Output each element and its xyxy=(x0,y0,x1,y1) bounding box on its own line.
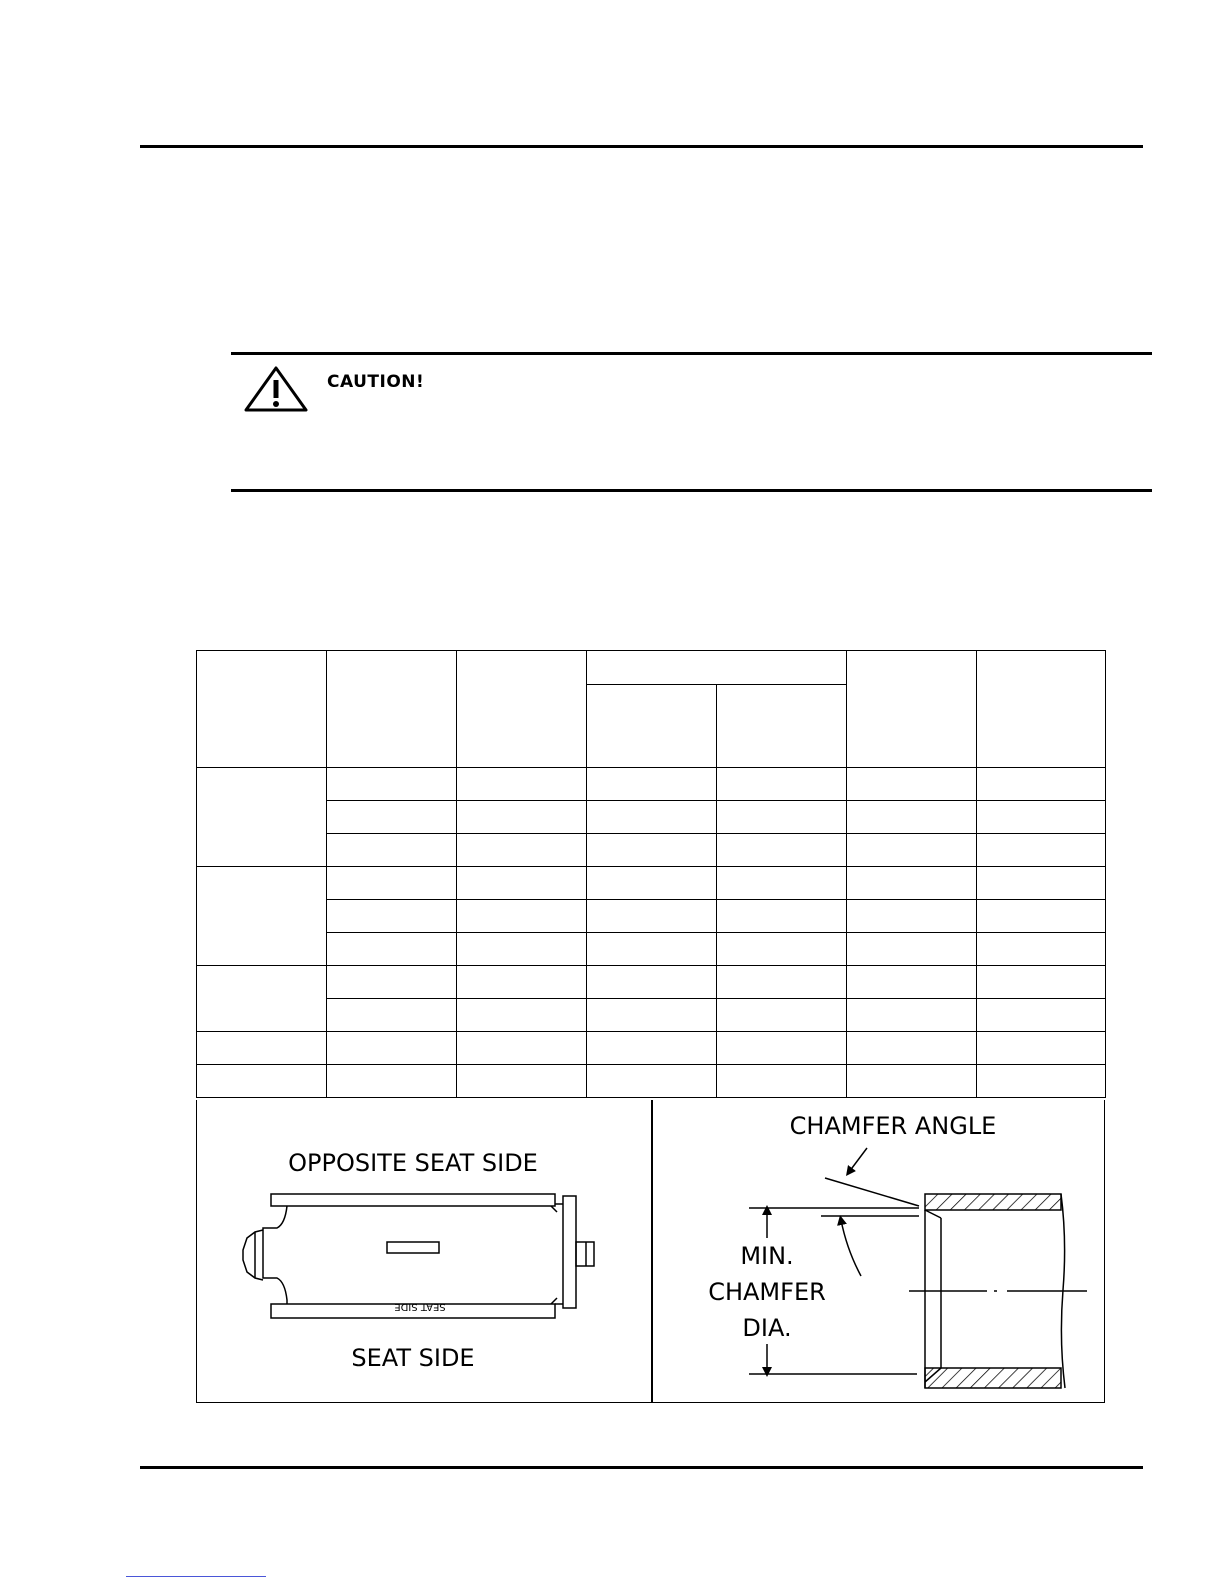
table-cell xyxy=(587,867,717,900)
header-rule xyxy=(140,145,1143,148)
table-cell xyxy=(977,867,1106,900)
table-cell xyxy=(587,1032,717,1065)
table-cell xyxy=(717,1032,847,1065)
table-cell xyxy=(717,933,847,966)
table-cell xyxy=(847,999,977,1032)
table-cell xyxy=(457,900,587,933)
table-cell xyxy=(327,834,457,867)
table-cell xyxy=(717,867,847,900)
table-cell xyxy=(327,933,457,966)
table-cell xyxy=(457,801,587,834)
table-row xyxy=(197,999,1106,1032)
table-cell xyxy=(587,999,717,1032)
chamfer-angle-label: CHAMFER ANGLE xyxy=(789,1112,997,1140)
table-header-cell xyxy=(327,651,457,768)
table-cell xyxy=(847,966,977,999)
table-cell xyxy=(847,801,977,834)
plug-body-outline xyxy=(243,1194,594,1318)
table-row xyxy=(197,966,1106,999)
table-row xyxy=(197,651,1106,685)
table-cell xyxy=(327,1065,457,1098)
table-cell xyxy=(847,933,977,966)
table-row xyxy=(197,900,1106,933)
min-chamfer-label-line2: CHAMFER xyxy=(708,1278,826,1306)
table-cell xyxy=(327,801,457,834)
table-row xyxy=(197,933,1106,966)
table-header-cell xyxy=(457,651,587,768)
table-cell xyxy=(587,834,717,867)
table-header-group-cell xyxy=(587,651,847,685)
table-cell xyxy=(327,867,457,900)
table-cell xyxy=(587,1065,717,1098)
table-group-cell xyxy=(197,768,327,867)
table-cell xyxy=(457,867,587,900)
opposite-seat-side-caption: OPPOSITE SEAT SIDE xyxy=(288,1149,538,1177)
table-subheader-cell xyxy=(587,685,717,768)
table-cell xyxy=(847,1065,977,1098)
table-cell xyxy=(587,801,717,834)
table-cell xyxy=(717,900,847,933)
table-cell xyxy=(977,900,1106,933)
table-cell xyxy=(717,768,847,801)
table-cell xyxy=(847,834,977,867)
figure-drawing xyxy=(197,1100,1106,1403)
spec-table xyxy=(196,650,1106,1098)
table-cell xyxy=(197,1032,327,1065)
seat-side-caption: SEAT SIDE xyxy=(351,1344,475,1372)
table-cell xyxy=(327,1032,457,1065)
caution-label: CAUTION! xyxy=(327,372,425,392)
table-cell xyxy=(457,933,587,966)
table-cell xyxy=(587,768,717,801)
table-cell xyxy=(977,1032,1106,1065)
chamfer-drawing xyxy=(749,1148,1087,1388)
table-row xyxy=(197,1032,1106,1065)
table-cell xyxy=(587,933,717,966)
table-cell xyxy=(717,999,847,1032)
table-subheader-cell xyxy=(717,685,847,768)
table-header-cell xyxy=(847,651,977,768)
table-row xyxy=(197,834,1106,867)
table-row xyxy=(197,768,1106,801)
seat-side-engraving: SEAT SIDE xyxy=(394,1301,446,1312)
warning-triangle-icon xyxy=(243,365,309,413)
footer-rule xyxy=(140,1466,1143,1469)
table-group-cell xyxy=(197,966,327,1032)
table-cell xyxy=(977,999,1106,1032)
table-cell xyxy=(327,900,457,933)
table-cell xyxy=(457,1032,587,1065)
table-cell xyxy=(847,768,977,801)
table-cell xyxy=(847,1032,977,1065)
table-cell xyxy=(847,867,977,900)
min-chamfer-label-line3: DIA. xyxy=(742,1314,792,1342)
caution-box xyxy=(231,352,1152,492)
figure-panel xyxy=(196,1100,1105,1403)
table-cell xyxy=(977,801,1106,834)
table-cell xyxy=(327,999,457,1032)
table-cell xyxy=(457,834,587,867)
table-row xyxy=(197,801,1106,834)
table-cell xyxy=(977,933,1106,966)
table-cell xyxy=(327,768,457,801)
table-cell xyxy=(457,1065,587,1098)
table-cell xyxy=(977,768,1106,801)
table-cell xyxy=(977,966,1106,999)
table-group-cell xyxy=(197,867,327,966)
table-row xyxy=(197,1065,1106,1098)
table-cell xyxy=(717,966,847,999)
table-cell xyxy=(327,966,457,999)
table-cell xyxy=(717,1065,847,1098)
table-cell xyxy=(457,966,587,999)
table-cell xyxy=(717,834,847,867)
table-cell xyxy=(587,966,717,999)
table-header-cell xyxy=(197,651,327,768)
table-cell xyxy=(977,1065,1106,1098)
min-chamfer-label-line1: MIN. xyxy=(740,1242,794,1270)
table-row xyxy=(197,867,1106,900)
table-cell xyxy=(197,1065,327,1098)
table-cell xyxy=(847,900,977,933)
table-header-cell xyxy=(977,651,1106,768)
table-cell xyxy=(457,999,587,1032)
table-cell xyxy=(457,768,587,801)
table-cell xyxy=(977,834,1106,867)
footer-link-underline[interactable] xyxy=(126,1576,266,1577)
table-cell xyxy=(717,801,847,834)
table-cell xyxy=(587,900,717,933)
